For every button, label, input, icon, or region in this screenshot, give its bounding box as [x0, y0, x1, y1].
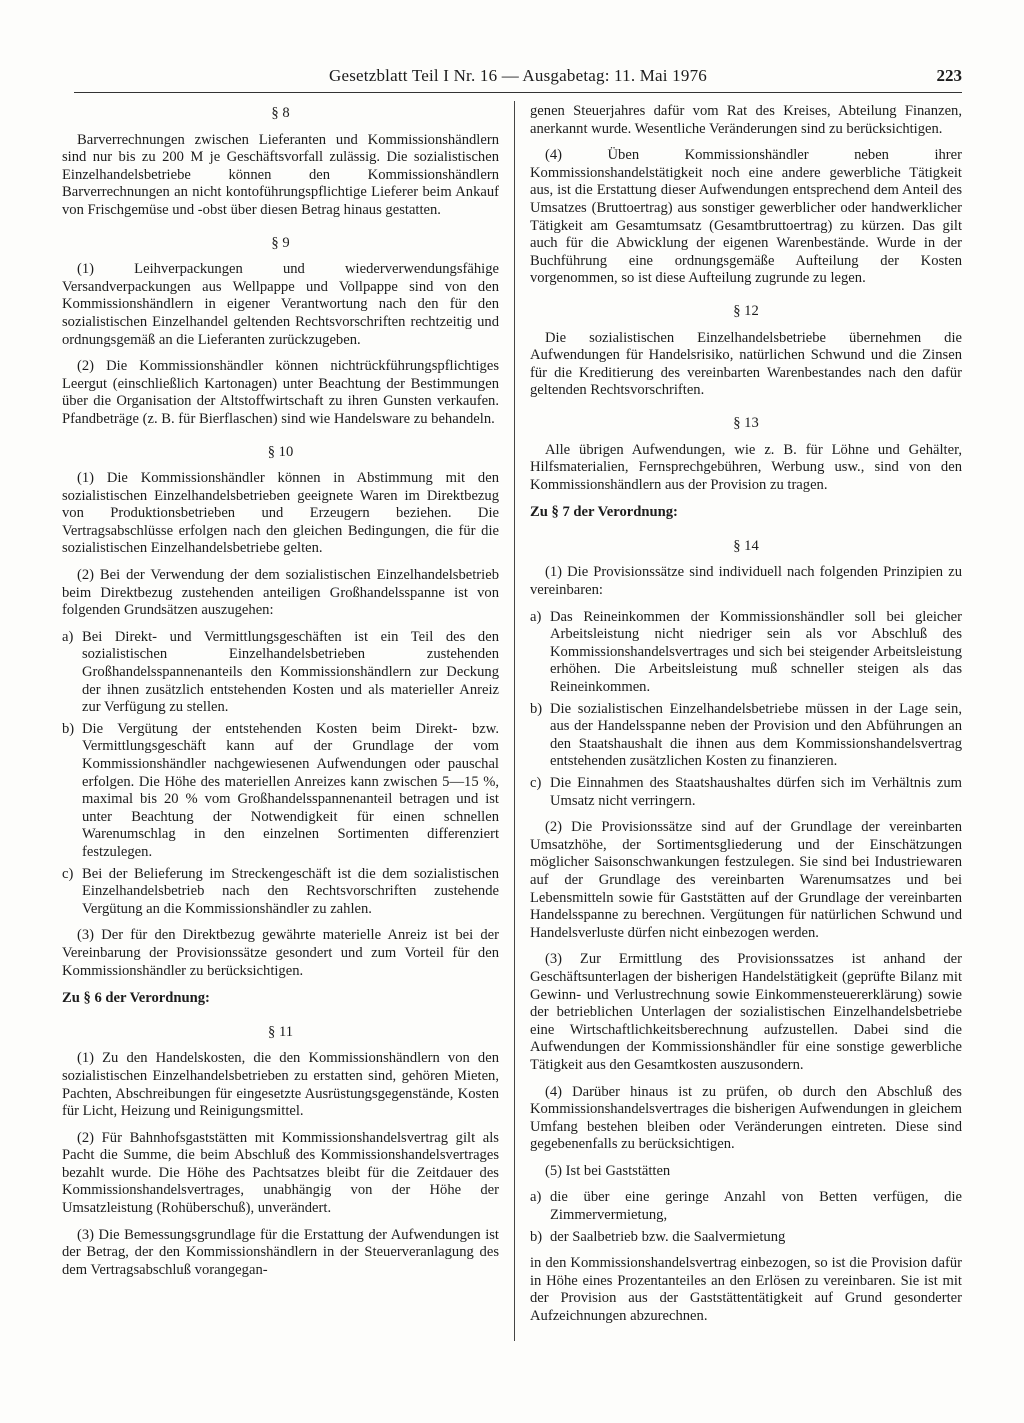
- list-item-text: Die Vergütung der entstehenden Kosten beim Direkt- bzw. Vermittlungsgeschäft kann auf der Grundlage der vom Kommissionshändler nachgewiesenen Aufwendungen oder pauschal erfolgen. Die Höhe des materiellen Anreizes kann zwischen 5—15 %, maximal bis 20 % vom Großhandelsspannenanteil betragen und ist unter Beachtung der Notwendigkeit für einen schnellen Warenumschlag in den einzelnen Sortimenten differenziert festzulegen.: [82, 720, 499, 860]
- list-item-label: b): [530, 700, 543, 717]
- paragraph: (1) Leihverpackungen und wiederverwendungsfähige Versandverpackungen aus Wellpappe und Vollpappe sind von den Kommissionshändlern in eigener Verantwortung nach den für den sozialistischen Einzelhandel geltenden Rechtsvorschriften rechtzeitig und ordnungsgemäß an die Lieferanten zurückzugeben.: [62, 261, 499, 348]
- section-heading-10: § 10: [267, 443, 294, 460]
- list-item-label: b): [62, 720, 75, 737]
- paragraph: (1) Die Kommissionshändler können in Abstimmung mit den sozialistischen Einzelhandelsbetrieben geeignete Waren im Direktbezug von Produktionsbetrieben und Erzeugern beziehen. Die Vertragsabschlüsse erfolgen nach den gleichen Bedingungen, die für die sozialistischen Einzelhandelsbetriebe gelten.: [62, 470, 499, 557]
- section-heading-8: § 8: [271, 105, 290, 121]
- paragraph: (1) Die Provisionssätze sind individuell nach folgenden Prinzipien zu vereinbaren:: [530, 564, 962, 599]
- list-item: [530, 609, 962, 697]
- subheading-zu-6: Zu § 6 der Verordnung:: [62, 990, 210, 1007]
- paragraph: Die sozialistischen Einzelhandelsbetriebe übernehmen die Aufwendungen für Handelsrisiko, natürlichen Schwund und die Zinsen für die Kreditierung des vereinbarten Warenbestandes nach den dafür geltenden Rechtsvorschriften.: [530, 329, 962, 399]
- paragraph: (2) Die Kommissionshändler können nichtrückführungspflichtiges Leergut (einschließlich Kartonagen) unter Beachtung der Bestimmungen über die Organisation der Altstoffwirtschaft zu ihren Gunsten verkaufen. Pfandbeträge (z. B. für Bierflaschen) sind wie Handelsware zu behandeln.: [62, 358, 499, 427]
- paragraph: (2) Für Bahnhofsgaststätten mit Kommissionshandelsvertrag gilt als Pacht die Summe, die beim Abschluß des Kommissionshandelsvertrages bezahlt wurde. Die Höhe des Pachtsatzes bleibt für die Zeitdauer des Kommissionshandelsvertrages, unabhängig von der Höhe der Umsatzleistung (Rohüberschuß), unverändert.: [62, 1129, 499, 1217]
- list-item-text: Das Reineinkommen der Kommissionshändler soll bei gleicher Arbeitsleistung nicht niedriger sein als vor Abschluß des Kommissionshandelsvertrages und sich bei steigender Arbeitsleistung erhöhen. Die Arbeitsleistung muß schneller steigen als das Reineinkommen.: [550, 608, 962, 696]
- list-item-label: c): [62, 865, 74, 882]
- paragraph: Alle übrigen Aufwendungen, wie z. B. für Löhne und Gehälter, Hilfsmaterialien, Fernsprechgebühren, Werbung usw., sind von den Kommissionshändlern aus der Provision zu tragen.: [530, 441, 962, 493]
- paragraph: (4) Üben Kommissionshändler neben ihrer Kommissionshandelstätigkeit noch eine andere gewerbliche Tätigkeit aus, ist die Erstattung dieser Aufwendungen entsprechend dem Anteil des Umsatzes (Bruttoertrag) aus sonstiger gewerblicher oder handwerklicher Tätigkeit am Gesamtumsatz (Gesamtbruttoertrag) zu kürzen. Das gilt auch für die Abwicklung der eigenen Warenbestände. Wurde in der Buchführung eine ordnungsgemäße Aufteilung der Kosten vorgenommen, so ist diese Aufteilung zugrunde zu legen.: [530, 147, 962, 287]
- section-heading-12: § 12: [733, 302, 759, 319]
- list-item-label: b): [530, 1228, 543, 1245]
- list-item-label: a): [530, 608, 542, 625]
- header-title: Gesetzblatt Teil I Nr. 16 — Ausgabetag: 11. Mai 1976: [329, 66, 707, 85]
- list-item-text: der Saalbetrieb bzw. die Saalvermietung: [550, 1228, 786, 1245]
- paragraph: in den Kommissionshandelsvertrag einbezogen, so ist die Provision dafür in Höhe eines Prozentanteiles an den Erlösen zu vereinbaren. Sie ist mit der Provision aus der Gaststättentätigkeit auf Grund gesonderter Aufzeichnungen abzurechnen.: [530, 1255, 962, 1325]
- section-heading-14: § 14: [733, 537, 759, 554]
- list-item: [530, 1229, 962, 1247]
- paragraph: (4) Darüber hinaus ist zu prüfen, ob durch den Abschluß des Kommissionshandelsvertrages die bisherigen Aufwendungen in gleichem Umfang bestehen bleiben oder Veränderungen eintreten. Diese sind gegebenenfalls zu berücksichtigen.: [530, 1083, 962, 1153]
- list-item: [62, 629, 499, 717]
- list-item-text: Bei Direkt- und Vermittlungsgeschäften ist ein Teil des den sozialistischen Einzelhandelsbetrieben zustehenden Großhandelsspannenanteils den Kommissionshändlern zur Deckung der ihnen zusätzlich entstehenden Kosten und als materieller Anreiz zur Verfügung zu stellen.: [82, 628, 499, 716]
- list-item: [530, 1189, 962, 1224]
- list-item-text: die über eine geringe Anzahl von Betten verfügen, die Zimmervermietung,: [550, 1189, 962, 1224]
- column-divider: [514, 101, 515, 1341]
- page-header: [74, 66, 962, 93]
- paragraph: (2) Bei der Verwendung der dem sozialistischen Einzelhandelsbetrieb beim Direktbezug zustehenden anteiligen Großhandelsspanne ist von folgenden Grundsätzen auszugehen:: [62, 567, 499, 619]
- subheading-zu-7: Zu § 7 der Verordnung:: [530, 504, 678, 521]
- left-column: [62, 103, 499, 1353]
- list-item-text: Die Einnahmen des Staatshaushaltes dürfen sich im Verhältnis zum Umsatz nicht verringern.: [550, 775, 962, 809]
- paragraph: (3) Die Bemessungsgrundlage für die Erstattung der Aufwendungen ist der Betrag, der den Kommissionshändlern in der Steuerveranlagung des dem Vertragsabschluß vorangegan-: [62, 1226, 499, 1278]
- section-heading-11: § 11: [268, 1023, 293, 1040]
- page-number: 223: [936, 66, 962, 85]
- section-heading-13: § 13: [733, 414, 759, 431]
- list-item: [62, 721, 499, 862]
- list-item-text: Bei der Belieferung im Streckengeschäft ist die dem sozialistischen Einzelhandelsbetrieb nach den Rechtsvorschriften zustehende Vergütung an die Kommissionshändler zu zahlen.: [82, 865, 499, 917]
- section-heading-9: § 9: [271, 234, 290, 251]
- paragraph-continued: genen Steuerjahres dafür vom Rat des Kreises, Abteilung Finanzen, anerkannt wurde. Wesentliche Veränderungen sind zu berücksichtigen.: [530, 103, 962, 137]
- paragraph: (1) Zu den Handelskosten, die den Kommissionshändlern von den sozialistischen Einzelhandelsbetrieben zu erstatten sind, gehören Mieten, Pachten, Abschreibungen für eingesetzte Ausrüstungsgegenstände, Kosten für Licht, Heizung und Reinigungsmittel.: [62, 1050, 499, 1120]
- list-item: [530, 701, 962, 771]
- list-item-label: a): [530, 1189, 542, 1206]
- list-item: [62, 866, 499, 919]
- paragraph: (3) Zur Ermittlung des Provisionssatzes ist anhand der Geschäftsunterlagen der bisherigen Handelstätigkeit (geprüfte Bilanz mit Gewinn- und Verlustrechnung sowie Einkommensteuererklärung) sowie der betrieblichen Unterlagen der sozialistischen Einzelhandelsbetriebe eine Wirtschaftlichkeitsberechnung aufzustellen. Dabei sind die Aufwendungen der Kommissionshändler für eine sonstige gewerbliche Tätigkeit aus den Gesamtkosten auszusondern.: [530, 951, 962, 1073]
- paragraph: Barverrechnungen zwischen Lieferanten und Kommissionshändlern sind nur bis zu 200 M je Geschäftsvorfall zulässig. Die sozialistischen Einzelhandelsbetriebe können den Kommissionshändlern Barverrechnungen an nicht kontoführungspflichtige Lieferer beim Ankauf von Frischgemüse und -obst über diesen Betrag hinaus gestatten.: [62, 131, 499, 218]
- paragraph: (2) Die Provisionssätze sind auf der Grundlage der vereinbarten Umsatzhöhe, der Sortimentsgliederung und der Einschätzungen möglicher Saisonschwankungen festzulegen. Sie sind bei Industriewaren auf der Grundlage des vereinbarten Warenumsatzes und bei Lebensmitteln sowie für Gaststätten auf der Grundlage der vereinbarten Handelsspanne zu berechnen. Vergütungen für natürlichen Schwund und Handelsverluste dürfen nicht einbezogen werden.: [530, 819, 962, 941]
- list-item-label: c): [530, 775, 542, 791]
- list-item: [530, 775, 962, 810]
- right-column: [530, 103, 962, 1353]
- list-item-text: Die sozialistischen Einzelhandelsbetriebe müssen in der Lage sein, aus der Handelsspanne neben der Provision und den Abführungen an den Staatshaushalt die ihnen aus dem Kommissionshandelsvertrag entstehenden zusätzlichen Kosten zu finanzieren.: [550, 700, 962, 770]
- list-item-label: a): [62, 628, 74, 645]
- paragraph: (3) Der für den Direktbezug gewährte materielle Anreiz ist bei der Vereinbarung der Provisionssätze gesondert und zum Vorteil für den Kommissionshändler zu berücksichtigen.: [62, 927, 499, 979]
- paragraph: (5) Ist bei Gaststätten: [545, 1162, 671, 1179]
